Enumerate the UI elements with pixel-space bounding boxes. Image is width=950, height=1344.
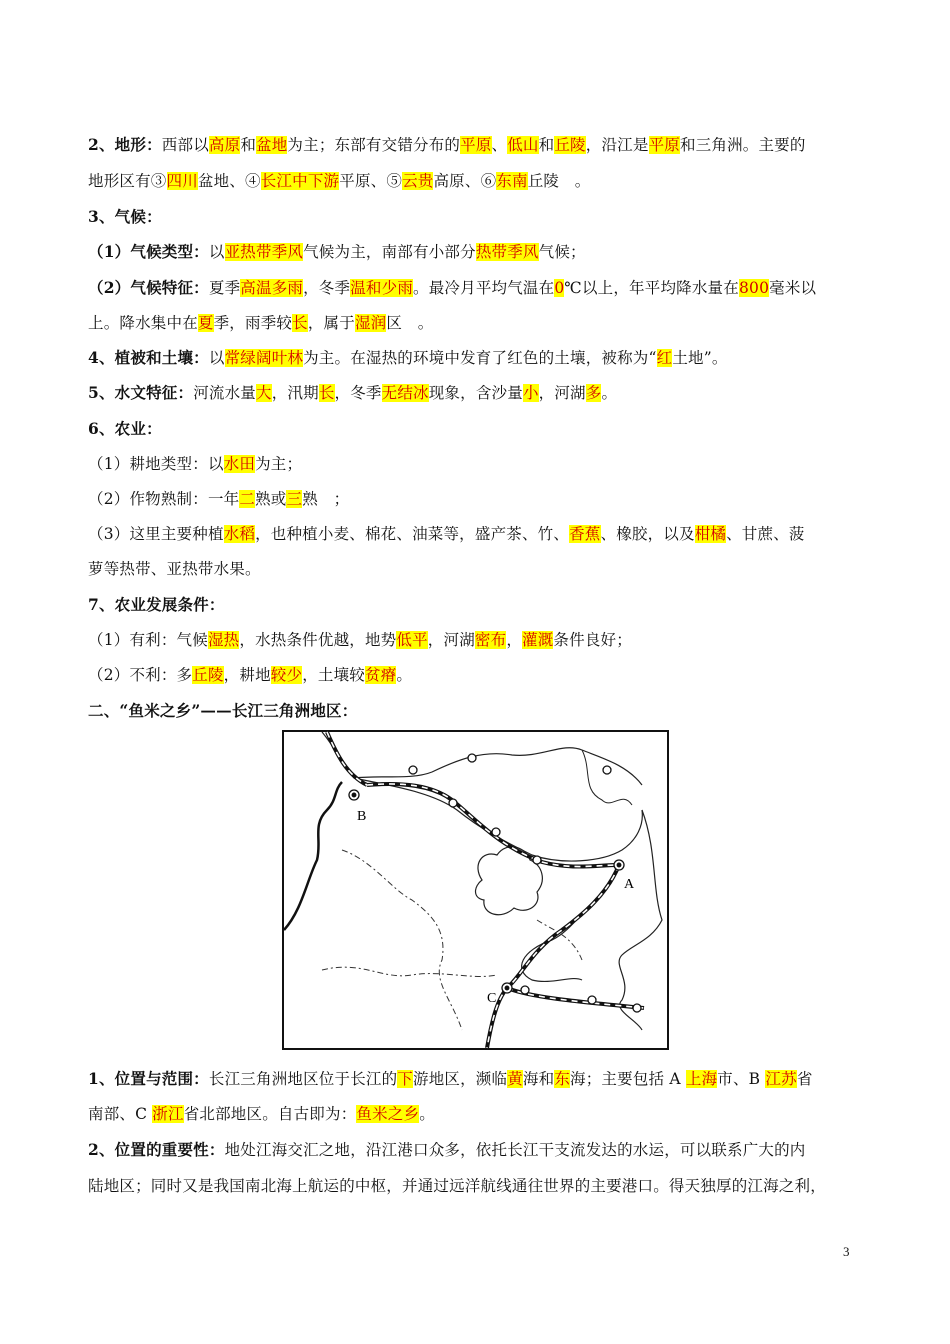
yangtze-delta-map (282, 730, 669, 1050)
answer-highlight: 红 (656, 349, 673, 367)
answer-highlight: 盆地 (256, 136, 288, 154)
terrain-line-1: 2、地形：西部以高原和盆地为主；东部有交错分布的平原、低山和丘陵，沿江是平原和三角洲。主要的 (88, 135, 806, 154)
answer-highlight: 黄 (507, 1070, 523, 1088)
conditions-favorable: （1）有利：气候湿热，水热条件优越，地势低平，河湖密布，灌溉条件良好； (88, 631, 632, 649)
location-line-1: 1、位置与范围：长江三角洲地区位于长江的下游地区，濒临黄海和东海；主要包括 A 上海市、B 江苏省 (88, 1069, 813, 1088)
hydrology-line: 5、水文特征：河流水量大，汛期长，冬季无结冰现象，含沙量小，河湖多。 (88, 383, 618, 402)
answer-highlight: 上海 (685, 1070, 718, 1088)
terrain-heading: 2、地形： (88, 135, 162, 154)
answer-highlight: 灌溉 (522, 631, 554, 649)
agriculture-item-3b: 萝等热带、亚热带水果。 (88, 560, 261, 578)
part-two-title: 二、“鱼米之乡”——长江三角洲地区： (88, 701, 358, 720)
answer-highlight: 鱼米之乡 (356, 1105, 420, 1123)
answer-highlight: 长 (318, 384, 335, 402)
agriculture-item-1: （1）耕地类型：以水田为主； (88, 455, 303, 473)
terrain-line-2: 地形区有③四川盆地、④长江中下游平原、⑤云贵高原、⑥东南丘陵 。 (88, 172, 591, 190)
answer-highlight: 无结冰 (381, 384, 429, 402)
importance-line-2: 陆地区；同时又是我国南北海上航运的中枢，并通过远洋航线通往世界的主要港口。得天独厚的江海之利， (88, 1177, 826, 1195)
vegetation-line: 4、植被和土壤：以常绿阔叶林为主。在湿热的环境中发育了红色的土壤，被称为“红土地”。 (88, 348, 728, 367)
answer-highlight: 丘陵 (554, 136, 586, 154)
answer-highlight: 低山 (507, 136, 539, 154)
answer-highlight: 较少 (270, 666, 303, 684)
answer-highlight: 平原 (648, 136, 680, 154)
answer-highlight: 下 (397, 1070, 413, 1088)
answer-highlight: 多 (585, 384, 602, 402)
answer-highlight: 亚热带季风 (224, 243, 304, 261)
answer-highlight: 高原 (208, 136, 241, 154)
page-number: 3 (843, 1244, 850, 1259)
answer-highlight: 东 (554, 1070, 571, 1088)
agriculture-item-3a: （3）这里主要种植水稻，也种植小麦、棉花、油菜等，盛产茶、竹、香蕉、橡胶，以及柑橘、甘蔗、菠 (88, 525, 805, 543)
answer-highlight: 长江中下游 (260, 172, 340, 190)
answer-highlight: 贫瘠 (365, 666, 397, 684)
importance-line-1: 2、位置的重要性：地处江海交汇之地，沿江港口众多，依托长江干支流发达的水运，可以联系广大的内 (88, 1140, 806, 1159)
agriculture-item-2: （2）作物熟制：一年二熟或三熟 ； (88, 490, 350, 508)
map-label-a: A (624, 877, 635, 892)
climate-feature-line-2: 上。降水集中在夏季，雨季较长，属于湿润区 。 (88, 314, 434, 332)
answer-highlight: 热带季风 (475, 243, 539, 261)
answer-highlight: 密布 (474, 631, 507, 649)
answer-highlight: 长 (292, 314, 308, 332)
answer-highlight: 0 (554, 279, 565, 297)
answer-highlight: 四川 (166, 172, 198, 190)
answer-highlight: 浙江 (152, 1105, 184, 1123)
answer-highlight: 香蕉 (569, 525, 601, 543)
answer-highlight: 柑橘 (694, 525, 727, 543)
map-label-c: C (487, 991, 497, 1006)
conditions-unfavorable: （2）不利：多丘陵，耕地较少，土壤较贫瘠。 (88, 666, 413, 684)
answer-highlight: 常绿阔叶林 (224, 349, 304, 367)
answer-highlight: 东南 (496, 172, 528, 190)
climate-feature-line-1: （2）气候特征：夏季高温多雨，冬季温和少雨。最冷月平均气温在0℃以上，年平均降水量在800毫米以 (88, 278, 817, 297)
agriculture-heading: 6、农业： (88, 419, 162, 438)
answer-highlight: 高温多雨 (240, 279, 304, 297)
answer-highlight: 温和少雨 (350, 279, 414, 297)
answer-highlight: 江苏 (765, 1070, 797, 1088)
answer-highlight: 云贵 (402, 172, 434, 190)
climate-type-line: （1）气候类型：以亚热带季风气候为主，南部有小部分热带季风气候； (88, 242, 586, 261)
answer-highlight: 大 (256, 384, 272, 402)
answer-highlight: 三 (286, 490, 303, 508)
answer-highlight: 平原 (460, 136, 492, 154)
map-label-b: B (357, 809, 367, 824)
climate-heading: 3、气候： (88, 207, 162, 226)
answer-highlight: 低平 (396, 631, 428, 649)
conditions-heading: 7、农业发展条件： (88, 595, 225, 614)
answer-highlight: 湿热 (207, 631, 240, 649)
answer-highlight: 湿润 (354, 314, 387, 332)
answer-highlight: 小 (522, 384, 539, 402)
answer-highlight: 夏 (197, 314, 214, 332)
answer-highlight: 二 (239, 490, 256, 508)
answer-highlight: 800 (738, 279, 770, 297)
answer-highlight: 水田 (223, 455, 256, 473)
answer-highlight: 丘陵 (192, 666, 224, 684)
answer-highlight: 水稻 (223, 525, 256, 543)
location-line-2: 南部、C 浙江省北部地区。自古即为：鱼米之乡。 (88, 1105, 435, 1123)
